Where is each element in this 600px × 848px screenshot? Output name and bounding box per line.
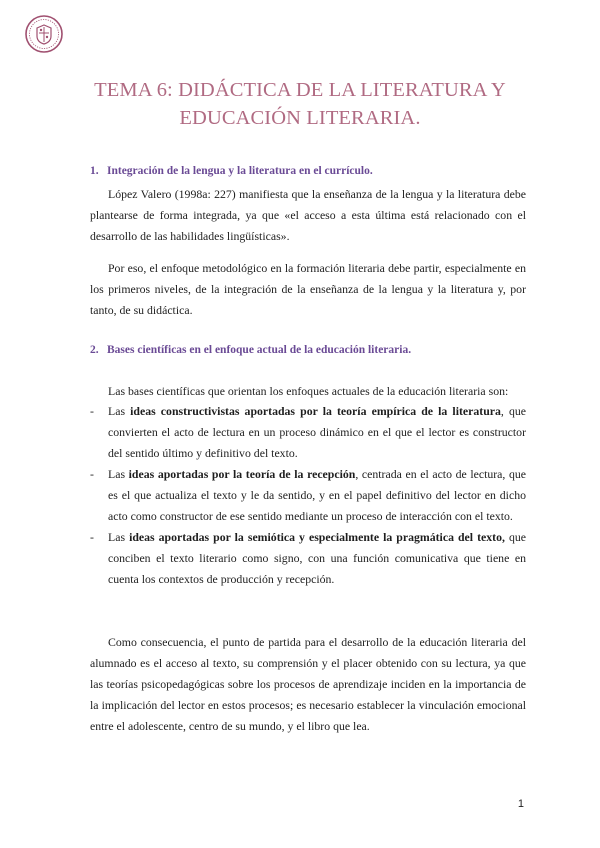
list-item-post: , que convierten el acto de lectura en un proceso dinámico en el que el lector es constructor del sentido último y definitivo del texto. bbox=[108, 404, 526, 460]
section-2-heading bbox=[90, 344, 411, 356]
list-item-pre: Las bbox=[108, 404, 131, 418]
list-item bbox=[90, 527, 526, 590]
list-item-pre: Las bbox=[108, 530, 130, 544]
page-title bbox=[60, 76, 540, 132]
section-1-heading-text: Integración de la lengua y la literatura en el currículo. bbox=[107, 165, 373, 177]
section-1-paragraph-1: López Valero (1998a: 227) manifiesta que la enseñanza de la lengua y la literatura debe plantearse de forma integrada, ya que «el acceso a esta última está relacionado con el desarrollo de las habilidades lingüísticas». bbox=[90, 187, 526, 243]
section-1-number: 1. bbox=[90, 165, 99, 177]
list-item-bold: ideas aportadas por la semiótica y especialmente la pragmática del texto, bbox=[129, 530, 505, 544]
list-dash: - bbox=[90, 530, 94, 544]
list-item-bold: ideas constructivistas aportadas por la teoría empírica de la literatura bbox=[130, 404, 501, 418]
bases-list bbox=[90, 401, 526, 590]
page-title-line-2: EDUCACIÓN LITERARIA. bbox=[179, 107, 421, 129]
list-item bbox=[90, 464, 526, 527]
list-item-post: que conciben el texto literario como signo, con una función comunicativa que tiene en cuenta los contextos de producción y recepción. bbox=[108, 530, 526, 586]
list-item-post: , centrada en el acto de lectura, que es el que actualiza el texto y le da sentido, y en el papel definitivo del lector en dicho acto como constructor de ese sentido mediante un proceso de interacción con el texto. bbox=[108, 467, 527, 523]
list-item-pre: Las bbox=[108, 467, 129, 481]
page-number: 1 bbox=[517, 798, 524, 810]
list-dash: - bbox=[90, 467, 94, 481]
section-1-paragraph-2: Por eso, el enfoque metodológico en la formación literaria debe partir, especialmente en los primeros niveles, de la integración de la enseñanza de la lengua y la literatura y, por tanto, de su didáctica. bbox=[90, 261, 526, 317]
section-1-heading bbox=[90, 165, 373, 177]
university-seal-icon bbox=[24, 14, 64, 54]
list-item-bold: ideas aportadas por la teoría de la recepción bbox=[128, 467, 356, 481]
section-2-intro: Las bases científicas que orientan los enfoques actuales de la educación literaria son: bbox=[108, 384, 509, 398]
section-2-heading-text: Bases científicas en el enfoque actual de la educación literaria. bbox=[107, 344, 412, 356]
section-2-conclusion: Como consecuencia, el punto de partida para el desarrollo de la educación literaria del alumnado es el acceso al texto, su comprensión y el placer obtenido con su lectura, ya que las teorías psicopedagógicas sobre los procesos de aprendizaje inciden en la importancia de la implicación del lector en estos procesos; es necesario establecer la vinculación emocional entre el adolescente, centro de su mundo, y el libro que lea. bbox=[90, 635, 526, 733]
list-dash: - bbox=[90, 404, 94, 418]
section-2-number: 2. bbox=[90, 344, 99, 356]
page-title-line-1: TEMA 6: DIDÁCTICA DE LA LITERATURA Y bbox=[94, 79, 506, 101]
list-item bbox=[90, 401, 526, 464]
